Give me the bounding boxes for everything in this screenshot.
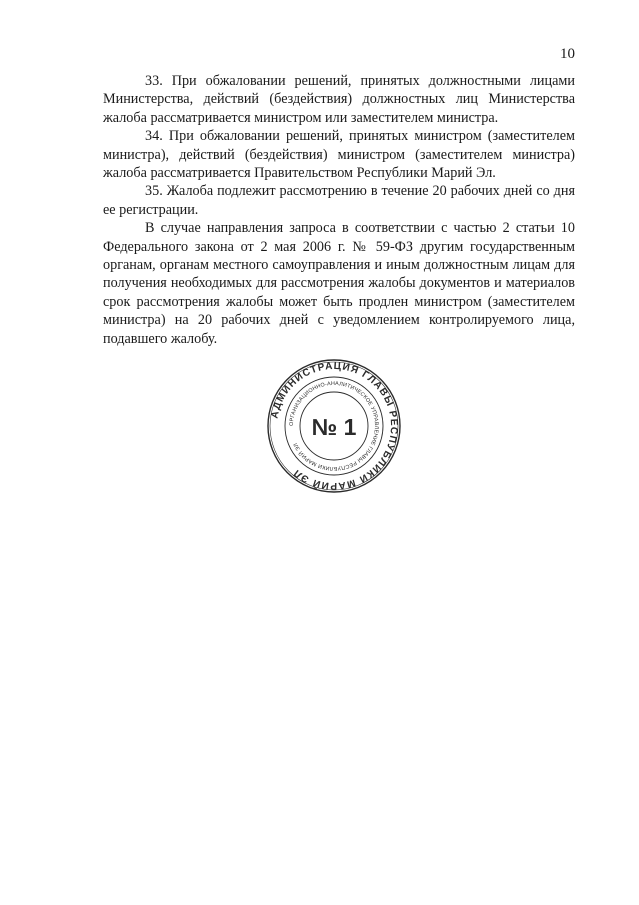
paragraph-extension: В случае направления запроса в соответствии с частью 2 статьи 10 Федерального закона от 2 мая 2006 г. № 59-ФЗ другим государственным органам, органам местного самоуправления и иным должностным лицам для получения необходимых для рассмотрения жалобы документов и материалов срок рассмотрения жалобы может быть продлен министром (заместителем министра) на 20 рабочих дней с уведомлением контролируемого лица, подавшего жалобу. [103,220,575,347]
seal-number: № 1 [311,414,357,440]
seal-inner-text: ОРГАНИЗАЦИОННО-АНАЛИТИЧЕСКОЕ УПРАВЛЕНИЕ ГЛАВЫ РЕСПУБЛИКИ МАРИЙ ЭЛ [288,380,380,472]
seal-outer-text: АДМИНИСТРАЦИЯ ГЛАВЫ РЕСПУБЛИКИ МАРИЙ ЭЛ [269,360,400,492]
seal-graphic [264,356,404,496]
document-body [103,72,575,348]
paragraph-34: 34. При обжаловании решений, принятых министром (заместителем министра), действий (бездействия) министром (заместителем министра) жалоба рассматривается Правительством Республики Марий Эл. [103,128,575,182]
paragraph-35: 35. Жалоба подлежит рассмотрению в течение 20 рабочих дней со дня ее регистрации. [103,183,575,218]
paragraph-33: 33. При обжаловании решений, принятых должностными лицами Министерства, действий (бездействия) должностных лиц Министерства жалоба рассматривается министром или заместителем министра. [103,73,575,126]
official-seal [264,356,404,496]
page-number: 10 [560,46,575,62]
